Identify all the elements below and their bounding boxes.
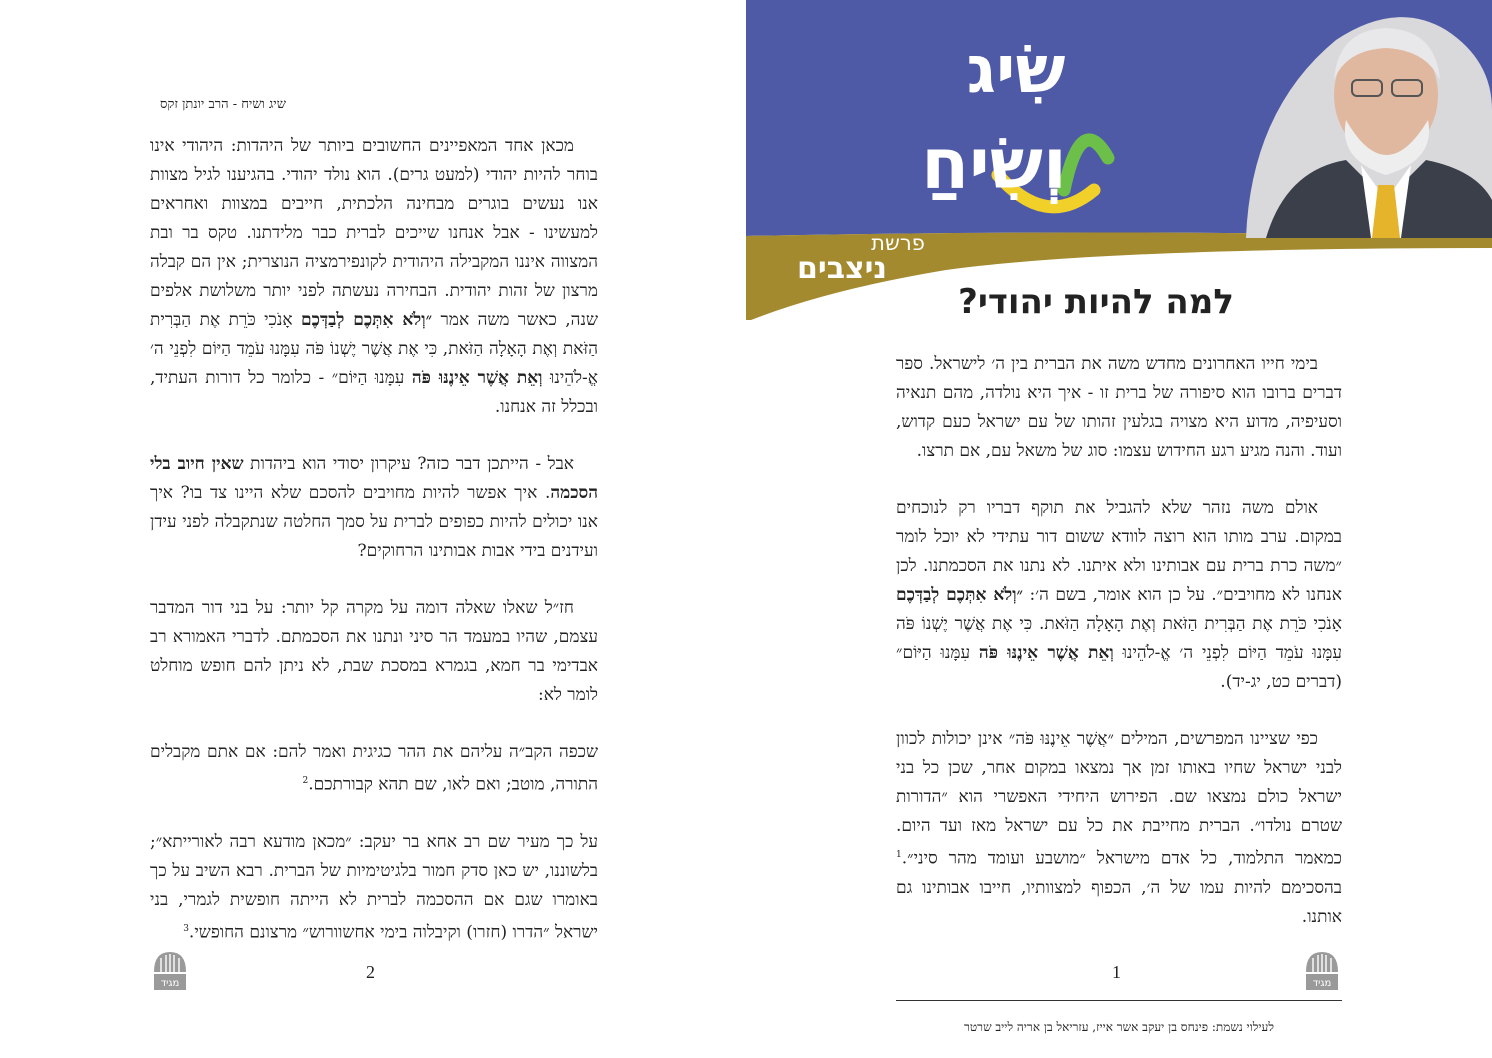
paragraph [150, 450, 598, 566]
text-run: אָנֹכִי כֹּרֵת אֶת הַבְּרִית הַזֹּאת וְאֶת הָאָלָה הַזֹּאת. כִּי אֶת אֲשֶׁר יֶשְׁנוֹ פֹּה עִמָּנוּ עֹמֵד הַיּוֹם לִפְנֵי ה׳ אֱ-לֹהֵינוּ [896, 614, 1342, 663]
right-page [746, 0, 1492, 1058]
parsha-name: ניצבים [796, 251, 888, 286]
paragraph [150, 594, 598, 710]
bold-text: שאין חיוב בלי הסכמה [150, 454, 598, 503]
text-run: אולם משה נזהר שלא להגביל את תוקף דבריו רק לנוכחים במקום. ערב מותו הוא רוצה לוודא ששום דור עתידי לא יוכל לומר ״משה כרת ברית עם אבותינו ולא איתנו. לא נתנו את הסכמתנו. לכן אנחנו לא מחויבים״. על כן הוא אומר, בשם ה׳: [896, 498, 1343, 605]
text-run: עִמָּנוּ הַיּוֹם״ (דברים כט, יג-יד). [896, 643, 1342, 692]
footer-divider [896, 1000, 1342, 1001]
running-head: שיג ושיח - הרב יונתן זקס [160, 97, 286, 112]
text-run: בימי חייו האחרונים מחדש משה את הברית בין ה׳ לישראל. ספר דברים ברובו הוא סיפורה של ברית זו - איך היא נולדה, מהם תנאיה וסעיפיה, מדוע היא מצויה בגלעין זהותו של עם ישראל כעם קדוש, ועוד. והנה מגיע רגע החידוש עצמו: סוג של משאל עם, אם תרצו. [896, 354, 1342, 461]
parsha-label: פרשת [871, 231, 925, 255]
footnote-mark[interactable]: 3 [183, 923, 189, 934]
text-run: שכפה הקב״ה עליהם את ההר כגיגית ואמר להם: אם אתם מקבלים התורה, מוטב; ואם לאו, שם תהא קבורתכם. [150, 742, 598, 795]
logo-text: מגיד [1312, 978, 1332, 989]
text-run: עִמָּנוּ הַיּוֹם״ - כלומר כל דורות העתיד, ובכלל זה אנחנו. [150, 368, 598, 417]
maggid-logo [1304, 950, 1340, 992]
paragraph [896, 725, 1342, 932]
text-run: חז״ל שאלו שאלה דומה על מקרה קל יותר: על בני דור המדבר עצמם, שהיו במעמד הר סיני ונתנו את הסכמתם. לדברי האמורא רב אבדימי בר חמא, בגמרא במסכת שבת, לא ניתן להם חופש מוחלט לומר לא: [150, 598, 598, 705]
footnote-mark[interactable]: 1 [896, 850, 902, 860]
text-run: בהסכימם להיות עמו של ה׳, הכפוף למצוותיו, חייבו אבותינו גם אותנו. [896, 877, 1342, 927]
text-run: כפי שציינו המפרשים, המילים ״אֲשֶׁר אֵינֶנּוּ פֹּה״ אינן יכולות לכוון לבני ישראל שחיו באותו זמן אך נמצאו במקום אחר, שכן כל בני ישראל כולם נמצאו שם. הפירוש היחידי האפשרי הוא ״הדורות שטרם נולדו״. הברית מחייבת את כל עם ישראל מאז ועד היום. כמאמר התלמוד, כל אדם מישראל ״מושבע ועומד מהר סיני״. [896, 729, 1342, 869]
article-title: למה להיות יהודי? [958, 282, 1234, 322]
maggid-logo [152, 950, 188, 992]
block-quote [150, 738, 598, 800]
bold-text: ״וְלֹא אִתְּכֶם לְבַדְּכֶם [301, 310, 433, 330]
series-title-line2: וְשִׂיחַ [921, 123, 1067, 205]
text-run: . איך אפשר להיות מחויבים להסכם שלא היינו צד בו? איך אנו יכולים להיות כפופים לברית על סמך החלטה שנתקבלה לפני עידן ועידנים בידי אבות אבותינו הרחוקים? [150, 483, 598, 561]
page-number: 2 [366, 962, 375, 982]
text-run: אבל - הייתכן דבר כזה? עיקרון יסודי הוא ביהדות [243, 454, 575, 474]
text-run: אָנֹכִי כֹּרֵת אֶת הַבְּרִית הַזֹּאת וְאֶת הָאָלָה הַזֹּאת, כִּי אֶת אֲשֶׁר יֶשְׁנוֹ פֹּה עִמָּנוּ עֹמֵד הַיּוֹם לִפְנֵי ה׳ אֱ-לֹהֵינוּ [150, 310, 598, 388]
footnote-mark[interactable]: 2 [302, 776, 309, 786]
bold-text: ״וְלֹא אִתְּכֶם לְבַדְּכֶם [896, 585, 1024, 605]
text-run: על כך מעיר שם רב אחא בר יעקב: ״מכאן מודעא רבה לאורייתא״; בלשוננו, יש כאן סדק חמור בלגיטימיות של הברית. רבא השיב על כך באומרו שגם אם ההסכמה לברית לא הייתה חופשית לגמרי, בני ישראל ״הדרו (חזרו) וקיבלוה בימי אחשוורוש״ מרצונם החופשי. [150, 831, 598, 943]
page-number: 1 [1112, 962, 1121, 982]
paragraph [896, 494, 1342, 697]
right-text-column [896, 350, 1342, 960]
bold-text: וְאֵת אֲשֶׁר אֵינֶנּוּ פֹּה [411, 368, 543, 388]
series-title-line1: שִׂיג [966, 31, 1066, 108]
left-text-column [150, 132, 598, 975]
series-banner [746, 0, 1492, 320]
dedication: לעילוי נשמת: פינחס בן יעקב אשר אייז, עזריאל בן אריה לייב שרטר [964, 1020, 1274, 1034]
text-run: מכאן אחד המאפיינים החשובים ביותר של היהדות: היהודי אינו בוחר להיות יהודי (למעט גרים). הוא נולד יהודי. בהגיענו לגיל מצוות אנו נעשים בוגרים מבחינה הלכתית, חייבים במצוות ואחראים למעשינו - אבל אנחנו שייכים לברית כבר מלידתנו. טקס בר ובת המצווה איננו המקבילה היהודית לקונפירמציה הנוצרית; אין הם קבלה מרצון של זהות יהודית. הבחירה נעשתה לפני יותר משלושת אלפים שנה, כאשר משה אמר [150, 136, 599, 330]
paragraph [896, 350, 1342, 466]
logo-text: מגיד [160, 978, 180, 989]
bold-text: וְאֵת אֲשֶׁר אֵינֶנּוּ פֹּה [978, 643, 1114, 663]
paragraph [150, 828, 598, 948]
paragraph [150, 132, 598, 422]
